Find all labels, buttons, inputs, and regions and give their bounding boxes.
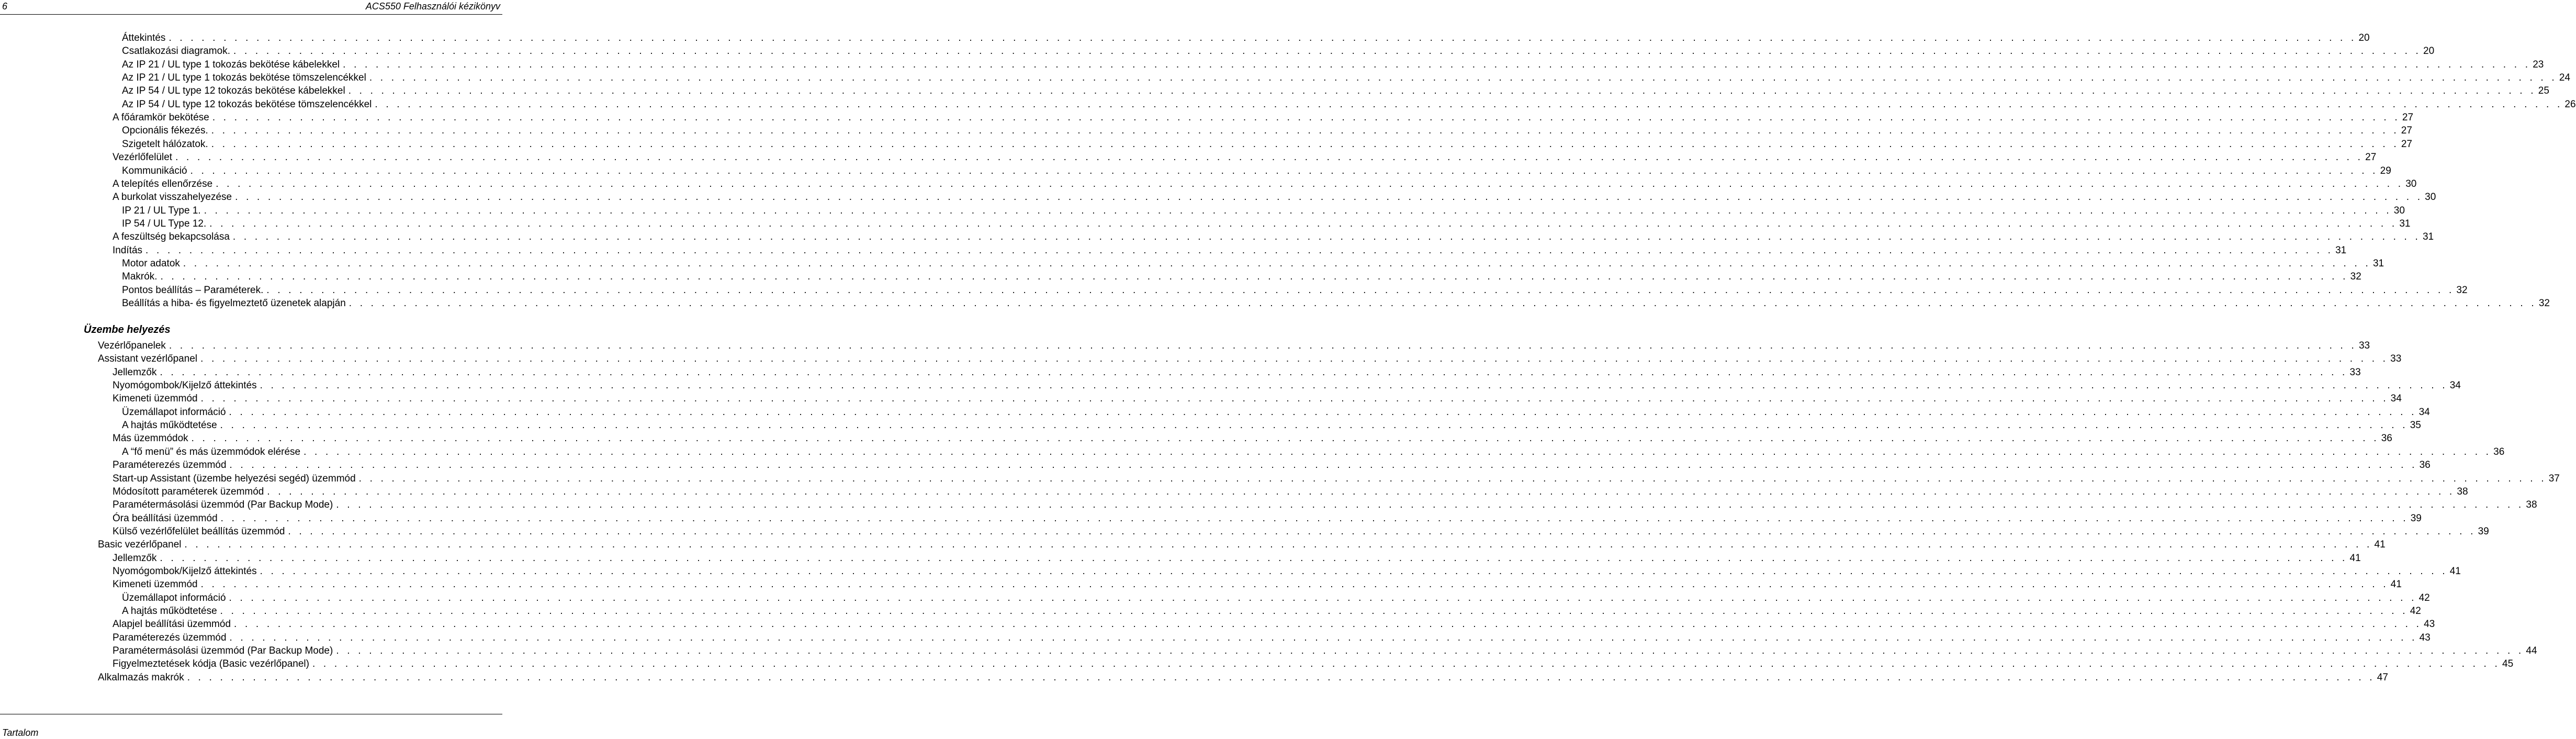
toc-entry-page: 30	[2405, 178, 2417, 189]
toc-entry-page: 43	[2419, 632, 2431, 643]
toc-entry[interactable]	[113, 392, 2402, 405]
toc-dot-leader: . . . . . . . . . . . . . . . . . . . . . . . . . . . . . . . . . . . . . . . . . . . . . . . . . . . . . . . . . . . . . . . . . . . . . . . . . . . . . . . . . . . . . . . . . . . . . . . . . . . . . . . . . . . . . . . . . . . . . . . . . . . . . . . . . . . . . . . . . . . . . . . . . . . . . . . . . . . . . . . . . . . . . . . . . . . . . . . . . . . . . . . . . . . . . . . . . . . . . . . .	[260, 380, 2448, 391]
toc-entry-title: A hajtás működtetése	[122, 606, 217, 617]
toc-dot-leader: . . . . . . . . . . . . . . . . . . . . . . . . . . . . . . . . . . . . . . . . . . . . . . . . . . . . . . . . . . . . . . . . . . . . . . . . . . . . . . . . . . . . . . . . . . . . . . . . . . . . . . . . . . . . . . . . . . . . . . . . . . . . . . . . . . . . . . . . . . . . . . . . . . . . . . . . . . . . . . . . . . . . . . . . . . . . . . . . . . . . . . . . . . . . . . . . . . . . . . . .	[175, 152, 2364, 163]
toc-dot-leader: . . . . . . . . . . . . . . . . . . . . . . . . . . . . . . . . . . . . . . . . . . . . . . . . . . . . . . . . . . . . . . . . . . . . . . . . . . . . . . . . . . . . . . . . . . . . . . . . . . . . . . . . . . . . . . . . . . . . . . . . . . . . . . . . . . . . . . . . . . . . . . . . . . . . . . . . . . . . . . . . . . . . . . . . . . . . . . . . . . . . . . . . . . . . . . . . . . . . . . . .	[160, 271, 2348, 283]
toc-entry-title: Motor adatok	[122, 257, 180, 269]
toc-entry-title: Basic vezérlőpanel	[98, 539, 182, 551]
toc-entry-title: A telepítés ellenőrzése	[113, 178, 213, 189]
toc-entry-page: 41	[2349, 552, 2361, 564]
toc-entry-title: Paraméterezés üzemmód	[113, 632, 227, 643]
toc-entry[interactable]	[122, 419, 2421, 432]
toc-entry-page: 29	[2380, 165, 2391, 176]
toc-entry-page: 36	[2493, 446, 2505, 457]
toc-entry-title: Opcionális fékezés.	[122, 125, 208, 137]
toc-dot-leader: . . . . . . . . . . . . . . . . . . . . . . . . . . . . . . . . . . . . . . . . . . . . . . . . . . . . . . . . . . . . . . . . . . . . . . . . . . . . . . . . . . . . . . . . . . . . . . . . . . . . . . . . . . . . . . . . . . . . . . . . . . . . . . . . . . . . . . . . . . . . . . . . . . . . . . . . . . . . . . . . . . . . . . . . . . . . . . . . . . . . . . . . . . . . . . . . . . . . . . . .	[235, 192, 2423, 203]
toc-entry-title: Az IP 21 / UL type 1 tokozás bekötése kábelekkel	[122, 59, 340, 70]
toc-entry-title: A főáramkör bekötése	[113, 112, 209, 124]
toc-entry-page: 33	[2349, 366, 2361, 378]
toc-entry[interactable]	[122, 124, 2412, 137]
section-heading: Üzembe helyezés	[84, 324, 171, 335]
toc-entry[interactable]	[98, 339, 2370, 352]
toc-entry-page: 30	[2393, 205, 2405, 216]
toc-entry-page: 34	[2449, 380, 2461, 391]
toc-entry-page: 24	[2559, 72, 2570, 84]
toc-dot-leader: . . . . . . . . . . . . . . . . . . . . . . . . . . . . . . . . . . . . . . . . . . . . . . . . . . . . . . . . . . . . . . . . . . . . . . . . . . . . . . . . . . . . . . . . . . . . . . . . . . . . . . . . . . . . . . . . . . . . . . . . . . . . . . . . . . . . . . . . . . . . . . . . . . . . . . . . . . . . . . . . . . . . . . . . . . . . . . . . . . . . . . . . . . . . . . . . . . . . . . . .	[260, 565, 2448, 577]
toc-entry[interactable]	[113, 379, 2461, 392]
toc-entry-title: Figyelmeztetések kódja (Basic vezérlőpanel)	[113, 658, 309, 670]
toc-dot-leader: . . . . . . . . . . . . . . . . . . . . . . . . . . . . . . . . . . . . . . . . . . . . . . . . . . . . . . . . . . . . . . . . . . . . . . . . . . . . . . . . . . . . . . . . . . . . . . . . . . . . . . . . . . . . . . . . . . . . . . . . . . . . . . . . . . . . . . . . . . . . . . . . . . . . . . . . . . . . . . . . . . . . . . . . . . . . . . . . . . . . . . . . . . . . . . . . . . . . . . . .	[220, 606, 2408, 617]
toc-dot-leader: . . . . . . . . . . . . . . . . . . . . . . . . . . . . . . . . . . . . . . . . . . . . . . . . . . . . . . . . . . . . . . . . . . . . . . . . . . . . . . . . . . . . . . . . . . . . . . . . . . . . . . . . . . . . . . . . . . . . . . . . . . . . . . . . . . . . . . . . . . . . . . . . . . . . . . . . . . . . . . . . . . . . . . . . . . . . . . . . . . . . . . . . . . . . . . . . . . . . . . . .	[336, 645, 2524, 657]
toc-entry-title: Az IP 54 / UL type 12 tokozás bekötése tömszelencékkel	[122, 98, 372, 110]
toc-dot-leader: . . . . . . . . . . . . . . . . . . . . . . . . . . . . . . . . . . . . . . . . . . . . . . . . . . . . . . . . . . . . . . . . . . . . . . . . . . . . . . . . . . . . . . . . . . . . . . . . . . . . . . . . . . . . . . . . . . . . . . . . . . . . . . . . . . . . . . . . . . . . . . . . . . . . . . . . . . . . . . . . . . . . . . . . . . . . . . . . . . . . . . . . . . . . . . . . . . . . . . . .	[184, 539, 2372, 551]
toc-dot-leader: . . . . . . . . . . . . . . . . . . . . . . . . . . . . . . . . . . . . . . . . . . . . . . . . . . . . . . . . . . . . . . . . . . . . . . . . . . . . . . . . . . . . . . . . . . . . . . . . . . . . . . . . . . . . . . . . . . . . . . . . . . . . . . . . . . . . . . . . . . . . . . . . . . . . . . . . . . . . . . . . . . . . . . . . . . . . . . . . . . . . . . . . . . . . . . . . . . . . . . . .	[220, 420, 2408, 431]
toc-entry-page: 34	[2418, 406, 2430, 418]
toc-entry-title: Az IP 21 / UL type 1 tokozás bekötése tömszelencékkel	[122, 72, 366, 84]
toc-dot-leader: . . . . . . . . . . . . . . . . . . . . . . . . . . . . . . . . . . . . . . . . . . . . . . . . . . . . . . . . . . . . . . . . . . . . . . . . . . . . . . . . . . . . . . . . . . . . . . . . . . . . . . . . . . . . . . . . . . . . . . . . . . . . . . . . . . . . . . . . . . . . . . . . . . . . . . . . . . . . . . . . . . . . . . . . . . . . . . . . . . . . . . . . . . . . . . . . . . . . . . . .	[191, 433, 2379, 444]
toc-dot-leader: . . . . . . . . . . . . . . . . . . . . . . . . . . . . . . . . . . . . . . . . . . . . . . . . . . . . . . . . . . . . . . . . . . . . . . . . . . . . . . . . . . . . . . . . . . . . . . . . . . . . . . . . . . . . . . . . . . . . . . . . . . . . . . . . . . . . . . . . . . . . . . . . . . . . . . . . . . . . . . . . . . . . . . . . . . . . . . . . . . . . . . . . . . . . . . . . . . . . . . . .	[232, 231, 2421, 243]
toc-entry-title: Csatlakozási diagramok.	[122, 46, 230, 57]
toc-entry[interactable]	[98, 538, 2386, 551]
toc-entry-title: Vezérlőfelület	[113, 152, 173, 163]
toc-entry[interactable]	[122, 591, 2430, 604]
toc-entry[interactable]	[122, 138, 2412, 151]
toc-entry-page: 42	[2410, 606, 2421, 617]
toc-entry-title: Paraméterezés üzemmód	[113, 460, 227, 471]
toc-entry-page: 27	[2401, 125, 2412, 137]
toc-dot-leader: . . . . . . . . . . . . . . . . . . . . . . . . . . . . . . . . . . . . . . . . . . . . . . . . . . . . . . . . . . . . . . . . . . . . . . . . . . . . . . . . . . . . . . . . . . . . . . . . . . . . . . . . . . . . . . . . . . . . . . . . . . . . . . . . . . . . . . . . . . . . . . . . . . . . . . . . . . . . . . . . . . . . . . . . . . . . . . . . . . . . . . . . . . . . . . . . . . . . . . . .	[267, 486, 2455, 497]
toc-entry-page: 47	[2377, 671, 2388, 683]
toc-entry-page: 32	[2350, 271, 2361, 283]
toc-entry-title: Más üzemmódok	[113, 433, 188, 444]
toc-dot-leader: . . . . . . . . . . . . . . . . . . . . . . . . . . . . . . . . . . . . . . . . . . . . . . . . . . . . . . . . . . . . . . . . . . . . . . . . . . . . . . . . . . . . . . . . . . . . . . . . . . . . . . . . . . . . . . . . . . . . . . . . . . . . . . . . . . . . . . . . . . . . . . . . . . . . . . . . . . . . . . . . . . . . . . . . . . . . . . . . . . . . . . . . . . . . . . . . . . . . . . . .	[348, 85, 2536, 97]
toc-entry-title: A “fő menü” és más üzemmódok elérése	[122, 446, 301, 457]
toc-entry[interactable]	[113, 458, 2431, 472]
toc-entry-title: Áttekintés	[122, 32, 166, 43]
toc-entry-page: 44	[2526, 645, 2537, 657]
toc-entry-page: 41	[2390, 579, 2402, 590]
toc-entry-page: 30	[2425, 192, 2436, 203]
toc-entry-page: 25	[2538, 85, 2549, 97]
toc-entry[interactable]	[122, 445, 2505, 458]
toc-entry-page: 32	[2456, 284, 2468, 296]
toc-entry-page: 39	[2478, 525, 2489, 537]
toc-entry[interactable]	[122, 98, 2576, 111]
toc-entry[interactable]	[113, 151, 2377, 164]
toc-entry[interactable]	[113, 618, 2435, 631]
toc-dot-leader: . . . . . . . . . . . . . . . . . . . . . . . . . . . . . . . . . . . . . . . . . . . . . . . . . . . . . . . . . . . . . . . . . . . . . . . . . . . . . . . . . . . . . . . . . . . . . . . . . . . . . . . . . . . . . . . . . . . . . . . . . . . . . . . . . . . . . . . . . . . . . . . . . . . . . . . . . . . . . . . . . . . . . . . . . . . . . . . . . . . . . . . . . . . . . . . . . . . . . . . .	[145, 244, 2334, 256]
toc-entry-title: Alapjel beállítási üzemmód	[113, 619, 231, 630]
toc-entry-page: 31	[2372, 257, 2384, 269]
toc-entry-page: 33	[2390, 353, 2402, 365]
toc-dot-leader: . . . . . . . . . . . . . . . . . . . . . . . . . . . . . . . . . . . . . . . . . . . . . . . . . . . . . . . . . . . . . . . . . . . . . . . . . . . . . . . . . . . . . . . . . . . . . . . . . . . . . . . . . . . . . . . . . . . . . . . . . . . . . . . . . . . . . . . . . . . . . . . . . . . . . . . . . . . . . . . . . . . . . . . . . . . . . . . . . . . . . . . . . . . . . . . . . . . . . . . .	[220, 512, 2409, 524]
toc-entry[interactable]	[122, 406, 2430, 419]
toc-entry-page: 45	[2502, 658, 2514, 670]
toc-entry-title: IP 54 / UL Type 12.	[122, 218, 207, 229]
toc-entry[interactable]	[122, 217, 2411, 230]
toc-entry[interactable]	[113, 191, 2436, 204]
toc-entry-title: Kimeneti üzemmód	[113, 579, 198, 590]
toc-dot-leader: . . . . . . . . . . . . . . . . . . . . . . . . . . . . . . . . . . . . . . . . . . . . . . . . . . . . . . . . . . . . . . . . . . . . . . . . . . . . . . . . . . . . . . . . . . . . . . . . . . . . . . . . . . . . . . . . . . . . . . . . . . . . . . . . . . . . . . . . . . . . . . . . . . . . . . . . . . . . . . . . . . . . . . . . . . . . . . . . . . . . . . . . . . . . . . . . . . . . . . . .	[216, 178, 2404, 189]
page-number: 6	[2, 1, 8, 12]
toc-entry-title: Kimeneti üzemmód	[113, 393, 198, 405]
toc-entry[interactable]	[122, 44, 2435, 58]
toc-entry[interactable]	[122, 297, 2550, 310]
toc-entry-page: 20	[2423, 46, 2435, 57]
toc-entry-title: Az IP 54 / UL type 12 tokozás bekötése kábelekkel	[122, 85, 345, 97]
toc-entry[interactable]	[98, 352, 2402, 365]
toc-entry-page: 27	[2402, 112, 2414, 124]
toc-dot-leader: . . . . . . . . . . . . . . . . . . . . . . . . . . . . . . . . . . . . . . . . . . . . . . . . . . . . . . . . . . . . . . . . . . . . . . . . . . . . . . . . . . . . . . . . . . . . . . . . . . . . . . . . . . . . . . . . . . . . . . . . . . . . . . . . . . . . . . . . . . . . . . . . . . . . . . . . . . . . . . . . . . . . . . . . . . . . . . . . . . . . . . . . . . . . . . . . . . . . . . . .	[303, 446, 2492, 457]
toc-entry-title: Jellemzők	[113, 552, 157, 564]
toc-entry-title: Start-up Assistant (üzembe helyezési segéd) üzemmód	[113, 473, 356, 484]
toc-entry[interactable]	[113, 485, 2468, 498]
toc-dot-leader: . . . . . . . . . . . . . . . . . . . . . . . . . . . . . . . . . . . . . . . . . . . . . . . . . . . . . . . . . . . . . . . . . . . . . . . . . . . . . . . . . . . . . . . . . . . . . . . . . . . . . . . . . . . . . . . . . . . . . . . . . . . . . . . . . . . . . . . . . . . . . . . . . . . . . . . . . . . . . . . . . . . . . . . . . . . . . . . . . . . . . . . . . . . . . . . . . . . . . . . .	[288, 525, 2476, 537]
toc-entry-title: Vezérlőpanelek	[98, 340, 166, 351]
toc-entry-page: 27	[2365, 152, 2377, 163]
page-header	[0, 0, 502, 15]
toc-dot-leader: . . . . . . . . . . . . . . . . . . . . . . . . . . . . . . . . . . . . . . . . . . . . . . . . . . . . . . . . . . . . . . . . . . . . . . . . . . . . . . . . . . . . . . . . . . . . . . . . . . . . . . . . . . . . . . . . . . . . . . . . . . . . . . . . . . . . . . . . . . . . . . . . . . . . . . . . . . . . . . . . . . . . . . . . . . . . . . . . . . . . . . . . . . . . . . . . . . . . . . . .	[183, 257, 2371, 269]
toc-entry-title: Nyomógombok/Kijelző áttekintés	[113, 380, 257, 391]
toc-entry-page: 37	[2548, 473, 2560, 484]
toc-dot-leader: . . . . . . . . . . . . . . . . . . . . . . . . . . . . . . . . . . . . . . . . . . . . . . . . . . . . . . . . . . . . . . . . . . . . . . . . . . . . . . . . . . . . . . . . . . . . . . . . . . . . . . . . . . . . . . . . . . . . . . . . . . . . . . . . . . . . . . . . . . . . . . . . . . . . . . . . . . . . . . . . . . . . . . . . . . . . . . . . . . . . . . . . . . . . . . . . . . . . . . . .	[200, 579, 2389, 590]
toc-dot-leader: . . . . . . . . . . . . . . . . . . . . . . . . . . . . . . . . . . . . . . . . . . . . . . . . . . . . . . . . . . . . . . . . . . . . . . . . . . . . . . . . . . . . . . . . . . . . . . . . . . . . . . . . . . . . . . . . . . . . . . . . . . . . . . . . . . . . . . . . . . . . . . . . . . . . . . . . . . . . . . . . . . . . . . . . . . . . . . . . . . . . . . . . . . . . . . . . . . . . . . . .	[211, 125, 2399, 137]
toc-dot-leader: . . . . . . . . . . . . . . . . . . . . . . . . . . . . . . . . . . . . . . . . . . . . . . . . . . . . . . . . . . . . . . . . . . . . . . . . . . . . . . . . . . . . . . . . . . . . . . . . . . . . . . . . . . . . . . . . . . . . . . . . . . . . . . . . . . . . . . . . . . . . . . . . . . . . . . . . . . . . . . . . . . . . . . . . . . . . . . . . . . . . . . . . . . . . . . . . . . . . . . . .	[190, 165, 2378, 176]
toc-entry-title: Alkalmazás makrók	[98, 671, 184, 683]
toc-entry[interactable]	[122, 71, 2570, 84]
toc-entry-title: IP 21 / UL Type 1.	[122, 205, 201, 216]
toc-entry-title: Üzemállapot információ	[122, 592, 226, 603]
toc-dot-leader: . . . . . . . . . . . . . . . . . . . . . . . . . . . . . . . . . . . . . . . . . . . . . . . . . . . . . . . . . . . . . . . . . . . . . . . . . . . . . . . . . . . . . . . . . . . . . . . . . . . . . . . . . . . . . . . . . . . . . . . . . . . . . . . . . . . . . . . . . . . . . . . . . . . . . . . . . . . . . . . . . . . . . . . . . . . . . . . . . . . . . . . . . . . . . . . . . . . . . . . .	[234, 619, 2422, 630]
toc-entry-page: 26	[2564, 98, 2576, 110]
toc-entry-title: Kommunikáció	[122, 165, 187, 176]
toc-dot-leader: . . . . . . . . . . . . . . . . . . . . . . . . . . . . . . . . . . . . . . . . . . . . . . . . . . . . . . . . . . . . . . . . . . . . . . . . . . . . . . . . . . . . . . . . . . . . . . . . . . . . . . . . . . . . . . . . . . . . . . . . . . . . . . . . . . . . . . . . . . . . . . . . . . . . . . . . . . . . . . . . . . . . . . . . . . . . . . . . . . . . . . . . . . . . . . . . . . . . . . . .	[211, 138, 2399, 150]
toc-dot-leader: . . . . . . . . . . . . . . . . . . . . . . . . . . . . . . . . . . . . . . . . . . . . . . . . . . . . . . . . . . . . . . . . . . . . . . . . . . . . . . . . . . . . . . . . . . . . . . . . . . . . . . . . . . . . . . . . . . . . . . . . . . . . . . . . . . . . . . . . . . . . . . . . . . . . . . . . . . . . . . . . . . . . . . . . . . . . . . . . . . . . . . . . . . . . . . . . . . . . . . . .	[200, 393, 2389, 405]
toc-dot-leader: . . . . . . . . . . . . . . . . . . . . . . . . . . . . . . . . . . . . . . . . . . . . . . . . . . . . . . . . . . . . . . . . . . . . . . . . . . . . . . . . . . . . . . . . . . . . . . . . . . . . . . . . . . . . . . . . . . . . . . . . . . . . . . . . . . . . . . . . . . . . . . . . . . . . . . . . . . . . . . . . . . . . . . . . . . . . . . . . . . . . . . . . . . . . . . . . . . . . . . . .	[336, 499, 2524, 511]
toc-dot-leader: . . . . . . . . . . . . . . . . . . . . . . . . . . . . . . . . . . . . . . . . . . . . . . . . . . . . . . . . . . . . . . . . . . . . . . . . . . . . . . . . . . . . . . . . . . . . . . . . . . . . . . . . . . . . . . . . . . . . . . . . . . . . . . . . . . . . . . . . . . . . . . . . . . . . . . . . . . . . . . . . . . . . . . . . . . . . . . . . . . . . . . . . . . . . . . . . . . . . . . . .	[369, 72, 2557, 84]
toc-entry-page: 38	[2457, 486, 2468, 497]
toc-entry[interactable]	[122, 604, 2421, 618]
toc-dot-leader: . . . . . . . . . . . . . . . . . . . . . . . . . . . . . . . . . . . . . . . . . . . . . . . . . . . . . . . . . . . . . . . . . . . . . . . . . . . . . . . . . . . . . . . . . . . . . . . . . . . . . . . . . . . . . . . . . . . . . . . . . . . . . . . . . . . . . . . . . . . . . . . . . . . . . . . . . . . . . . . . . . . . . . . . . . . . . . . . . . . . . . . . . . . . . . . . . . . . . . . .	[312, 658, 2500, 670]
toc-entry[interactable]	[122, 31, 2370, 44]
toc-entry[interactable]	[122, 84, 2549, 97]
toc-entry[interactable]	[113, 230, 2434, 243]
toc-entry-page: 20	[2358, 32, 2370, 43]
toc-dot-leader: . . . . . . . . . . . . . . . . . . . . . . . . . . . . . . . . . . . . . . . . . . . . . . . . . . . . . . . . . . . . . . . . . . . . . . . . . . . . . . . . . . . . . . . . . . . . . . . . . . . . . . . . . . . . . . . . . . . . . . . . . . . . . . . . . . . . . . . . . . . . . . . . . . . . . . . . . . . . . . . . . . . . . . . . . . . . . . . . . . . . . . . . . . . . . . . . . . . . . . . .	[160, 552, 2348, 564]
toc-entry-page: 36	[2381, 433, 2392, 444]
toc-entry[interactable]	[113, 472, 2560, 485]
toc-dot-leader: . . . . . . . . . . . . . . . . . . . . . . . . . . . . . . . . . . . . . . . . . . . . . . . . . . . . . . . . . . . . . . . . . . . . . . . . . . . . . . . . . . . . . . . . . . . . . . . . . . . . . . . . . . . . . . . . . . . . . . . . . . . . . . . . . . . . . . . . . . . . . . . . . . . . . . . . . . . . . . . . . . . . . . . . . . . . . . . . . . . . . . . . . . . . . . . . . . . . . . . .	[168, 32, 2357, 43]
toc-entry[interactable]	[113, 432, 2392, 445]
toc-entry-title: Beállítás a hiba- és figyelmeztető üzenetek alapján	[122, 298, 346, 309]
toc-dot-leader: . . . . . . . . . . . . . . . . . . . . . . . . . . . . . . . . . . . . . . . . . . . . . . . . . . . . . . . . . . . . . . . . . . . . . . . . . . . . . . . . . . . . . . . . . . . . . . . . . . . . . . . . . . . . . . . . . . . . . . . . . . . . . . . . . . . . . . . . . . . . . . . . . . . . . . . . . . . . . . . . . . . . . . . . . . . . . . . . . . . . . . . . . . . . . . . . . . . . . . . .	[348, 298, 2537, 309]
toc-dot-leader: . . . . . . . . . . . . . . . . . . . . . . . . . . . . . . . . . . . . . . . . . . . . . . . . . . . . . . . . . . . . . . . . . . . . . . . . . . . . . . . . . . . . . . . . . . . . . . . . . . . . . . . . . . . . . . . . . . . . . . . . . . . . . . . . . . . . . . . . . . . . . . . . . . . . . . . . . . . . . . . . . . . . . . . . . . . . . . . . . . . . . . . . . . . . . . . . . . . . . . . .	[266, 284, 2455, 296]
toc-entry[interactable]	[122, 58, 2544, 71]
toc-entry-title: Jellemzők	[113, 366, 157, 378]
toc-entry[interactable]	[122, 204, 2405, 217]
toc-entry-page: 31	[2335, 244, 2347, 256]
toc-entry-page: 39	[2410, 512, 2422, 524]
toc-entry-title: Külső vezérlőfelület beállítás üzemmód	[113, 525, 285, 537]
toc-entry-page: 27	[2401, 138, 2412, 150]
toc-entry-page: 31	[2399, 218, 2411, 229]
toc-entry[interactable]	[122, 270, 2361, 283]
toc-entry-title: Szigetelt hálózatok.	[122, 138, 208, 150]
toc-entry[interactable]	[113, 111, 2414, 124]
toc-entry[interactable]	[122, 164, 2391, 177]
toc-dot-leader: . . . . . . . . . . . . . . . . . . . . . . . . . . . . . . . . . . . . . . . . . . . . . . . . . . . . . . . . . . . . . . . . . . . . . . . . . . . . . . . . . . . . . . . . . . . . . . . . . . . . . . . . . . . . . . . . . . . . . . . . . . . . . . . . . . . . . . . . . . . . . . . . . . . . . . . . . . . . . . . . . . . . . . . . . . . . . . . . . . . . . . . . . . . . . . . . . . . . . . . .	[212, 112, 2400, 124]
toc-entry-title: A burkolat visszahelyezése	[113, 192, 232, 203]
toc-entry[interactable]	[122, 257, 2384, 270]
toc-entry-title: Pontos beállítás – Paraméterek.	[122, 284, 264, 296]
toc-entry-title: Paramétermásolási üzemmód (Par Backup Mode)	[113, 499, 333, 511]
toc-entry-page: 31	[2422, 231, 2434, 243]
toc-dot-leader: . . . . . . . . . . . . . . . . . . . . . . . . . . . . . . . . . . . . . . . . . . . . . . . . . . . . . . . . . . . . . . . . . . . . . . . . . . . . . . . . . . . . . . . . . . . . . . . . . . . . . . . . . . . . . . . . . . . . . . . . . . . . . . . . . . . . . . . . . . . . . . . . . . . . . . . . . . . . . . . . . . . . . . . . . . . . . . . . . . . . . . . . . . . . . . . . . . . . . . . .	[343, 59, 2531, 70]
toc-entry-page: 43	[2424, 619, 2435, 630]
toc-entry[interactable]	[113, 578, 2402, 591]
toc-entry[interactable]	[113, 177, 2417, 191]
footer-label: Tartalom	[2, 727, 39, 738]
toc-entry-title: Indítás	[113, 244, 143, 256]
toc-entry-title: Assistant vezérlőpanel	[98, 353, 198, 365]
toc-entry[interactable]	[122, 284, 2468, 297]
toc-dot-leader: . . . . . . . . . . . . . . . . . . . . . . . . . . . . . . . . . . . . . . . . . . . . . . . . . . . . . . . . . . . . . . . . . . . . . . . . . . . . . . . . . . . . . . . . . . . . . . . . . . . . . . . . . . . . . . . . . . . . . . . . . . . . . . . . . . . . . . . . . . . . . . . . . . . . . . . . . . . . . . . . . . . . . . . . . . . . . . . . . . . . . . . . . . . . . . . . . . . . . . . .	[209, 218, 2398, 229]
toc-entry-title: Makrók.	[122, 271, 158, 283]
toc-entry[interactable]	[98, 671, 2388, 684]
toc-entry-page: 35	[2410, 420, 2421, 431]
toc-entry[interactable]	[113, 657, 2514, 670]
toc-entry-page: 34	[2390, 393, 2402, 405]
toc-entry[interactable]	[113, 498, 2537, 511]
toc-dot-leader: . . . . . . . . . . . . . . . . . . . . . . . . . . . . . . . . . . . . . . . . . . . . . . . . . . . . . . . . . . . . . . . . . . . . . . . . . . . . . . . . . . . . . . . . . . . . . . . . . . . . . . . . . . . . . . . . . . . . . . . . . . . . . . . . . . . . . . . . . . . . . . . . . . . . . . . . . . . . . . . . . . . . . . . . . . . . . . . . . . . . . . . . . . . . . . . . . . . . . . . .	[375, 98, 2563, 110]
toc-dot-leader: . . . . . . . . . . . . . . . . . . . . . . . . . . . . . . . . . . . . . . . . . . . . . . . . . . . . . . . . . . . . . . . . . . . . . . . . . . . . . . . . . . . . . . . . . . . . . . . . . . . . . . . . . . . . . . . . . . . . . . . . . . . . . . . . . . . . . . . . . . . . . . . . . . . . . . . . . . . . . . . . . . . . . . . . . . . . . . . . . . . . . . . . . . . . . . . . . . . . . . . .	[168, 340, 2357, 351]
toc-dot-leader: . . . . . . . . . . . . . . . . . . . . . . . . . . . . . . . . . . . . . . . . . . . . . . . . . . . . . . . . . . . . . . . . . . . . . . . . . . . . . . . . . . . . . . . . . . . . . . . . . . . . . . . . . . . . . . . . . . . . . . . . . . . . . . . . . . . . . . . . . . . . . . . . . . . . . . . . . . . . . . . . . . . . . . . . . . . . . . . . . . . . . . . . . . . . . . . . . . . . . . . .	[229, 460, 2417, 471]
toc-dot-leader: . . . . . . . . . . . . . . . . . . . . . . . . . . . . . . . . . . . . . . . . . . . . . . . . . . . . . . . . . . . . . . . . . . . . . . . . . . . . . . . . . . . . . . . . . . . . . . . . . . . . . . . . . . . . . . . . . . . . . . . . . . . . . . . . . . . . . . . . . . . . . . . . . . . . . . . . . . . . . . . . . . . . . . . . . . . . . . . . . . . . . . . . . . . . . . . . . . . . . . . .	[229, 592, 2417, 603]
toc-entry[interactable]	[113, 552, 2361, 565]
toc-entry[interactable]	[113, 565, 2461, 578]
header-divider	[0, 14, 502, 15]
toc-entry-page: 38	[2526, 499, 2537, 511]
toc-entry-page: 41	[2374, 539, 2386, 551]
toc-entry-page: 33	[2358, 340, 2370, 351]
toc-entry-title: Óra beállítási üzemmód	[113, 512, 218, 524]
toc-dot-leader: . . . . . . . . . . . . . . . . . . . . . . . . . . . . . . . . . . . . . . . . . . . . . . . . . . . . . . . . . . . . . . . . . . . . . . . . . . . . . . . . . . . . . . . . . . . . . . . . . . . . . . . . . . . . . . . . . . . . . . . . . . . . . . . . . . . . . . . . . . . . . . . . . . . . . . . . . . . . . . . . . . . . . . . . . . . . . . . . . . . . . . . . . . . . . . . . . . . . . . . .	[160, 366, 2348, 378]
toc-entry-title: A feszültség bekapcsolása	[113, 231, 230, 243]
toc-entry-title: A hajtás működtetése	[122, 420, 217, 431]
toc-entry-page: 42	[2418, 592, 2430, 603]
toc-entry[interactable]	[113, 366, 2361, 379]
toc-entry-page: 41	[2449, 565, 2461, 577]
toc-entry[interactable]	[113, 512, 2422, 525]
toc-entry[interactable]	[113, 244, 2347, 257]
toc-entry-title: Paramétermásolási üzemmód (Par Backup Mode)	[113, 645, 333, 657]
toc-entry-title: Módosított paraméterek üzemmód	[113, 486, 264, 497]
toc-dot-leader: . . . . . . . . . . . . . . . . . . . . . . . . . . . . . . . . . . . . . . . . . . . . . . . . . . . . . . . . . . . . . . . . . . . . . . . . . . . . . . . . . . . . . . . . . . . . . . . . . . . . . . . . . . . . . . . . . . . . . . . . . . . . . . . . . . . . . . . . . . . . . . . . . . . . . . . . . . . . . . . . . . . . . . . . . . . . . . . . . . . . . . . . . . . . . . . . . . . . . . . .	[233, 46, 2422, 57]
toc-dot-leader: . . . . . . . . . . . . . . . . . . . . . . . . . . . . . . . . . . . . . . . . . . . . . . . . . . . . . . . . . . . . . . . . . . . . . . . . . . . . . . . . . . . . . . . . . . . . . . . . . . . . . . . . . . . . . . . . . . . . . . . . . . . . . . . . . . . . . . . . . . . . . . . . . . . . . . . . . . . . . . . . . . . . . . . . . . . . . . . . . . . . . . . . . . . . . . . . . . . . . . . .	[187, 671, 2375, 683]
toc-dot-leader: . . . . . . . . . . . . . . . . . . . . . . . . . . . . . . . . . . . . . . . . . . . . . . . . . . . . . . . . . . . . . . . . . . . . . . . . . . . . . . . . . . . . . . . . . . . . . . . . . . . . . . . . . . . . . . . . . . . . . . . . . . . . . . . . . . . . . . . . . . . . . . . . . . . . . . . . . . . . . . . . . . . . . . . . . . . . . . . . . . . . . . . . . . . . . . . . . . . . . . . .	[204, 205, 2392, 216]
toc-entry-title: Nyomógombok/Kijelző áttekintés	[113, 565, 257, 577]
toc-dot-leader: . . . . . . . . . . . . . . . . . . . . . . . . . . . . . . . . . . . . . . . . . . . . . . . . . . . . . . . . . . . . . . . . . . . . . . . . . . . . . . . . . . . . . . . . . . . . . . . . . . . . . . . . . . . . . . . . . . . . . . . . . . . . . . . . . . . . . . . . . . . . . . . . . . . . . . . . . . . . . . . . . . . . . . . . . . . . . . . . . . . . . . . . . . . . . . . . . . . . . . . .	[200, 353, 2389, 365]
toc-dot-leader: . . . . . . . . . . . . . . . . . . . . . . . . . . . . . . . . . . . . . . . . . . . . . . . . . . . . . . . . . . . . . . . . . . . . . . . . . . . . . . . . . . . . . . . . . . . . . . . . . . . . . . . . . . . . . . . . . . . . . . . . . . . . . . . . . . . . . . . . . . . . . . . . . . . . . . . . . . . . . . . . . . . . . . . . . . . . . . . . . . . . . . . . . . . . . . . . . . . . . . . .	[229, 632, 2417, 643]
document-title: ACS550 Felhasználói kézikönyv	[365, 1, 500, 12]
toc-entry-page: 32	[2538, 298, 2550, 309]
toc-entry-page: 23	[2533, 59, 2544, 70]
toc-entry-page: 36	[2419, 460, 2431, 471]
toc-entry-title: Üzemállapot információ	[122, 406, 226, 418]
toc-entry[interactable]	[113, 631, 2431, 644]
toc-entry[interactable]	[113, 644, 2537, 657]
toc-dot-leader: . . . . . . . . . . . . . . . . . . . . . . . . . . . . . . . . . . . . . . . . . . . . . . . . . . . . . . . . . . . . . . . . . . . . . . . . . . . . . . . . . . . . . . . . . . . . . . . . . . . . . . . . . . . . . . . . . . . . . . . . . . . . . . . . . . . . . . . . . . . . . . . . . . . . . . . . . . . . . . . . . . . . . . . . . . . . . . . . . . . . . . . . . . . . . . . . . . . . . . . .	[358, 473, 2547, 484]
toc-entry[interactable]	[113, 525, 2489, 538]
toc-dot-leader: . . . . . . . . . . . . . . . . . . . . . . . . . . . . . . . . . . . . . . . . . . . . . . . . . . . . . . . . . . . . . . . . . . . . . . . . . . . . . . . . . . . . . . . . . . . . . . . . . . . . . . . . . . . . . . . . . . . . . . . . . . . . . . . . . . . . . . . . . . . . . . . . . . . . . . . . . . . . . . . . . . . . . . . . . . . . . . . . . . . . . . . . . . . . . . . . . . . . . . . .	[229, 406, 2417, 418]
